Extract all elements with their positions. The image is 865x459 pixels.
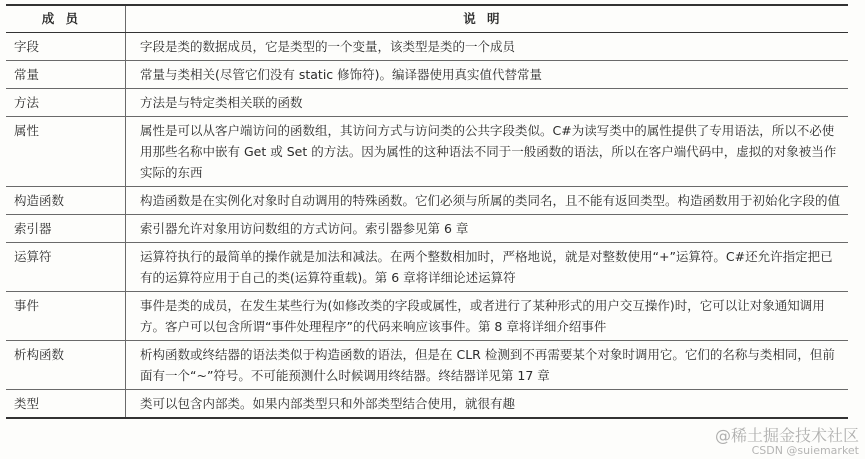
member-name-cell: 属性 (6, 117, 126, 187)
member-name-cell: 析构函数 (6, 341, 126, 390)
table-header-row (6, 5, 848, 33)
table-body (6, 33, 848, 419)
member-description-cell: 析构函数或终结器的语法类似于构造函数的语法，但是在 CLR 检测到不再需要某个对象时调用它。它们的名称与类相同，但前面有一个“~”符号。不可能预测什么时候调用终结器。终结器详见第 17 章 (126, 341, 849, 390)
member-name-cell: 类型 (6, 390, 126, 419)
watermark-brand: @稀土掘金技术社区 (714, 426, 859, 445)
member-name-cell: 运算符 (6, 243, 126, 292)
member-name-cell: 构造函数 (6, 187, 126, 215)
header-member: 成员 (6, 5, 126, 33)
table-row (6, 117, 848, 187)
member-description-cell: 常量与类相关(尽管它们没有 static 修饰符)。编译器使用真实值代替常量 (126, 61, 849, 89)
watermark-handle: CSDN @suiemarket (751, 444, 859, 457)
table-row (6, 61, 848, 89)
watermark (715, 427, 859, 457)
member-description-cell: 类可以包含内部类。如果内部类型只和外部类型结合使用，就很有趣 (126, 390, 849, 419)
member-description-cell: 索引器允许对象用访问数组的方式访问。索引器参见第 6 章 (126, 215, 849, 243)
table-row (6, 341, 848, 390)
member-name-cell: 常量 (6, 61, 126, 89)
table-row (6, 187, 848, 215)
member-name-cell: 索引器 (6, 215, 126, 243)
member-description-cell: 字段是类的数据成员，它是类型的一个变量，该类型是类的一个成员 (126, 33, 849, 61)
member-name-cell: 字段 (6, 33, 126, 61)
table-row (6, 243, 848, 292)
member-description-cell: 方法是与特定类相关联的函数 (126, 89, 849, 117)
member-name-cell: 事件 (6, 292, 126, 341)
document-page (6, 4, 848, 454)
table-row (6, 390, 848, 419)
member-name-cell: 方法 (6, 89, 126, 117)
member-description-cell: 属性是可以从客户端访问的函数组，其访问方式与访问类的公共字段类似。C#为读写类中的属性提供了专用语法，所以不必使用那些名称中嵌有 Get 或 Set 的方法。因为属性的这种语法不同于一般函数的语法，所以在客户端代码中，虚拟的对象被当作实际的东西 (126, 117, 849, 187)
class-members-table (6, 4, 848, 419)
member-description-cell: 运算符执行的最简单的操作就是加法和减法。在两个整数相加时，严格地说，就是对整数使用“+”运算符。C#还允许指定把已有的运算符应用于自己的类(运算符重载)。第 6 章将详细论述运算符 (126, 243, 849, 292)
table-row (6, 215, 848, 243)
member-description-cell: 事件是类的成员，在发生某些行为(如修改类的字段或属性，或者进行了某种形式的用户交互操作)时，它可以让对象通知调用方。客户可以包含所谓“事件处理程序”的代码来响应该事件。第 8 章将详细介绍事件 (126, 292, 849, 341)
header-description: 说明 (126, 5, 849, 33)
table-row (6, 33, 848, 61)
table-row (6, 292, 848, 341)
table-row (6, 89, 848, 117)
member-description-cell: 构造函数是在实例化对象时自动调用的特殊函数。它们必须与所属的类同名，且不能有返回类型。构造函数用于初始化字段的值 (126, 187, 849, 215)
